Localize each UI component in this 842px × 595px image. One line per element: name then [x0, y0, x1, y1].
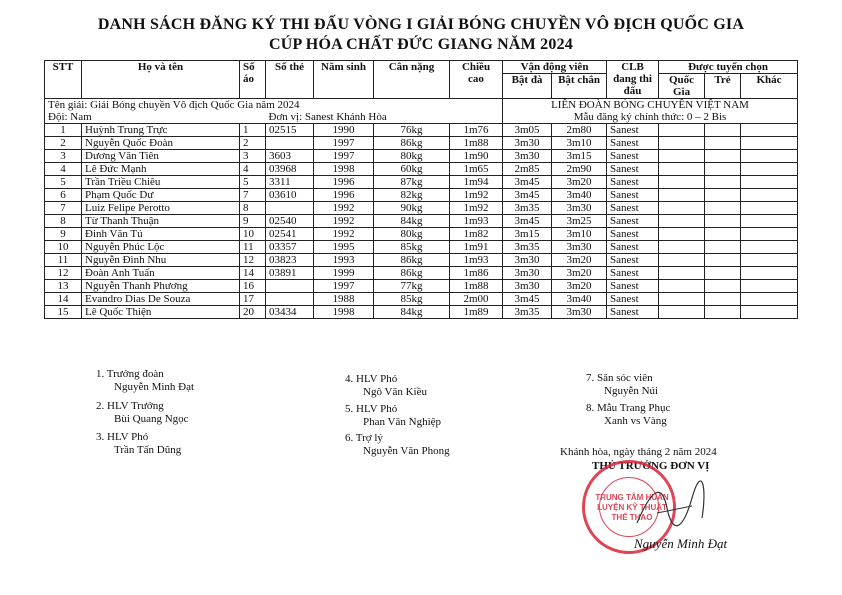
- header-block: Bật chắn: [552, 74, 607, 99]
- cell-name: Phạm Quốc Dư: [82, 189, 240, 202]
- cell-height: 1m91: [450, 241, 503, 254]
- cell-other: [741, 280, 798, 293]
- cell-national: [659, 163, 705, 176]
- cell-national: [659, 189, 705, 202]
- cell-club: Sanest: [607, 150, 659, 163]
- cell-club: Sanest: [607, 163, 659, 176]
- header-youth: Trẻ: [705, 74, 741, 99]
- cell-name: Lê Đức Mạnh: [82, 163, 240, 176]
- cell-height: 1m93: [450, 254, 503, 267]
- cell-club: Sanest: [607, 176, 659, 189]
- cell-youth: [705, 228, 741, 241]
- cell-name: Huỳnh Trung Trực: [82, 124, 240, 137]
- cell-youth: [705, 293, 741, 306]
- cell-name: Nguyễn Thanh Phương: [82, 280, 240, 293]
- cell-spike: 3m45: [503, 189, 552, 202]
- cell-block: 3m40: [552, 189, 607, 202]
- cell-name: Dương Văn Tiên: [82, 150, 240, 163]
- cell-weight: 80kg: [374, 228, 450, 241]
- header-club: CLB đang thi đấu: [607, 61, 659, 99]
- staff-item-5: 5. HLV Phó Phan Văn Nghiệp: [345, 403, 442, 428]
- cell-shirt: 3: [240, 150, 266, 163]
- cell-name: Nguyễn Quốc Đoàn: [82, 137, 240, 150]
- cell-birth: 1992: [314, 202, 374, 215]
- cell-height: 1m92: [450, 189, 503, 202]
- cell-card: 3311: [266, 176, 314, 189]
- cell-club: Sanest: [607, 280, 659, 293]
- cell-national: [659, 267, 705, 280]
- signer-name: Nguyễn Minh Đạt: [634, 536, 728, 551]
- cell-shirt: 8: [240, 202, 266, 215]
- cell-spike: 3m35: [503, 306, 552, 319]
- cell-height: 1m88: [450, 280, 503, 293]
- cell-weight: 86kg: [374, 254, 450, 267]
- cell-weight: 60kg: [374, 163, 450, 176]
- cell-card: 03434: [266, 306, 314, 319]
- cell-card: 03823: [266, 254, 314, 267]
- cell-spike: 3m30: [503, 137, 552, 150]
- table-row: [45, 267, 798, 280]
- cell-national: [659, 137, 705, 150]
- staff-item-8: 8. Mẫu Trang Phục Xanh vs Vàng: [586, 402, 671, 427]
- cell-shirt: 10: [240, 228, 266, 241]
- cell-spike: 3m30: [503, 254, 552, 267]
- cell-national: [659, 293, 705, 306]
- cell-national: [659, 215, 705, 228]
- cell-shirt: 11: [240, 241, 266, 254]
- cell-shirt: 7: [240, 189, 266, 202]
- staff-item-7: 7. Săn sóc viên Nguyễn Núi: [586, 372, 659, 397]
- cell-name: Evandro Dias De Souza: [82, 293, 240, 306]
- table-row: [45, 189, 798, 202]
- cell-spike: 3m35: [503, 241, 552, 254]
- cell-spike: 3m15: [503, 228, 552, 241]
- cell-weight: 90kg: [374, 202, 450, 215]
- cell-spike: 3m45: [503, 176, 552, 189]
- cell-shirt: 9: [240, 215, 266, 228]
- cell-shirt: 12: [240, 254, 266, 267]
- cell-shirt: 16: [240, 280, 266, 293]
- cell-card: 3603: [266, 150, 314, 163]
- table-row: [45, 150, 798, 163]
- cell-stt: 1: [45, 124, 82, 137]
- cell-other: [741, 293, 798, 306]
- cell-national: [659, 306, 705, 319]
- cell-shirt: 17: [240, 293, 266, 306]
- cell-block: 3m20: [552, 176, 607, 189]
- cell-weight: 76kg: [374, 124, 450, 137]
- federation-name: LIÊN ĐOÀN BÓNG CHUYỀN VIỆT NAM: [503, 99, 798, 112]
- cell-birth: 1992: [314, 215, 374, 228]
- cell-birth: 1990: [314, 124, 374, 137]
- cell-stt: 4: [45, 163, 82, 176]
- cell-card: [266, 280, 314, 293]
- cell-club: Sanest: [607, 215, 659, 228]
- cell-weight: 85kg: [374, 293, 450, 306]
- cell-card: 02515: [266, 124, 314, 137]
- header-shirt: Số áo: [240, 61, 266, 99]
- cell-youth: [705, 254, 741, 267]
- cell-spike: 3m35: [503, 202, 552, 215]
- cell-height: 1m65: [450, 163, 503, 176]
- cell-block: 3m25: [552, 215, 607, 228]
- cell-shirt: 20: [240, 306, 266, 319]
- staff-item-2: 2. HLV Trưởng Bùi Quang Ngọc: [96, 400, 189, 425]
- cell-stt: 12: [45, 267, 82, 280]
- table-row: [45, 163, 798, 176]
- cell-height: 1m76: [450, 124, 503, 137]
- cell-stt: 11: [45, 254, 82, 267]
- table-row: [45, 215, 798, 228]
- cell-card: 02540: [266, 215, 314, 228]
- cell-name: Nguyễn Phúc Lộc: [82, 241, 240, 254]
- cell-other: [741, 228, 798, 241]
- cell-national: [659, 228, 705, 241]
- cell-birth: 1992: [314, 228, 374, 241]
- cell-spike: 3m45: [503, 215, 552, 228]
- header-height: Chiều cao: [450, 61, 503, 99]
- cell-block: 2m90: [552, 163, 607, 176]
- cell-birth: 1997: [314, 280, 374, 293]
- cell-stt: 15: [45, 306, 82, 319]
- cell-weight: 84kg: [374, 215, 450, 228]
- cell-card: 03610: [266, 189, 314, 202]
- cell-birth: 1997: [314, 150, 374, 163]
- cell-youth: [705, 163, 741, 176]
- cell-name: Trần Triều Chiêu: [82, 176, 240, 189]
- cell-other: [741, 241, 798, 254]
- cell-name: Nguyễn Đình Nhu: [82, 254, 240, 267]
- table-row: [45, 176, 798, 189]
- cell-other: [741, 306, 798, 319]
- cell-spike: 3m45: [503, 293, 552, 306]
- cell-national: [659, 280, 705, 293]
- cell-shirt: 4: [240, 163, 266, 176]
- cell-stt: 5: [45, 176, 82, 189]
- cell-youth: [705, 267, 741, 280]
- cell-block: 3m30: [552, 241, 607, 254]
- cell-stt: 3: [45, 150, 82, 163]
- cell-stt: 10: [45, 241, 82, 254]
- unit-label: Đơn vị: Sanest Khánh Hòa: [266, 111, 503, 124]
- cell-block: 3m30: [552, 202, 607, 215]
- cell-youth: [705, 137, 741, 150]
- header-other: Khác: [741, 74, 798, 99]
- cell-weight: 82kg: [374, 189, 450, 202]
- cell-other: [741, 176, 798, 189]
- cell-birth: 1999: [314, 267, 374, 280]
- cell-stt: 9: [45, 228, 82, 241]
- cell-block: 3m10: [552, 228, 607, 241]
- staff-item-6: 6. Trợ lý Nguyễn Văn Phong: [345, 432, 450, 457]
- header-weight: Cân nặng: [374, 61, 450, 99]
- cell-block: 3m20: [552, 267, 607, 280]
- table-row: [45, 124, 798, 137]
- cell-club: Sanest: [607, 189, 659, 202]
- header-birth: Năm sinh: [314, 61, 374, 99]
- cell-shirt: 1: [240, 124, 266, 137]
- cell-card: 03357: [266, 241, 314, 254]
- cell-club: Sanest: [607, 241, 659, 254]
- cell-weight: 85kg: [374, 241, 450, 254]
- cell-spike: 3m30: [503, 267, 552, 280]
- table-row: [45, 306, 798, 319]
- cell-name: Đoàn Anh Tuấn: [82, 267, 240, 280]
- cell-block: 3m30: [552, 306, 607, 319]
- cell-stt: 8: [45, 215, 82, 228]
- cell-youth: [705, 189, 741, 202]
- cell-birth: 1995: [314, 241, 374, 254]
- header-stt: STT: [45, 61, 82, 99]
- cell-shirt: 14: [240, 267, 266, 280]
- cell-other: [741, 150, 798, 163]
- cell-national: [659, 150, 705, 163]
- cell-youth: [705, 150, 741, 163]
- cell-club: Sanest: [607, 293, 659, 306]
- header-spike: Bật đà: [503, 74, 552, 99]
- cell-card: 03968: [266, 163, 314, 176]
- handwritten-signature: [632, 478, 712, 538]
- cell-other: [741, 202, 798, 215]
- cell-birth: 1996: [314, 176, 374, 189]
- cell-other: [741, 137, 798, 150]
- header-selected: Được tuyển chọn: [659, 61, 798, 74]
- cell-birth: 1988: [314, 293, 374, 306]
- cell-block: 3m10: [552, 137, 607, 150]
- cell-stt: 6: [45, 189, 82, 202]
- header-national: Quốc Gia: [659, 74, 705, 99]
- table-row: [45, 280, 798, 293]
- cell-spike: 3m30: [503, 280, 552, 293]
- cell-youth: [705, 280, 741, 293]
- cell-name: Lê Quốc Thiện: [82, 306, 240, 319]
- tournament-name: Tên giải: Giải Bóng chuyền Vô địch Quốc Gia năm 2024: [45, 99, 503, 112]
- cell-card: [266, 137, 314, 150]
- cell-spike: 3m05: [503, 124, 552, 137]
- header-name: Họ và tên: [82, 61, 240, 99]
- cell-weight: 84kg: [374, 306, 450, 319]
- cell-shirt: 5: [240, 176, 266, 189]
- form-label: Mẫu đăng ký chính thức: 0 – 2 Bis: [503, 111, 798, 124]
- staff-item-3: 3. HLV Phó Trần Tấn Dũng: [96, 431, 182, 456]
- table-row: [45, 137, 798, 150]
- header-athlete: Vận động viên: [503, 61, 607, 74]
- header-card: Số thẻ: [266, 61, 314, 99]
- stamp-text: TRUNG TÂM HUẤN LUYỆN KỸ THUẬT THỂ THAO: [595, 493, 669, 522]
- cell-height: 1m82: [450, 228, 503, 241]
- team-label: Đội: Nam: [45, 111, 266, 124]
- cell-youth: [705, 215, 741, 228]
- table-row: [45, 202, 798, 215]
- cell-other: [741, 254, 798, 267]
- cell-height: 1m92: [450, 202, 503, 215]
- cell-national: [659, 176, 705, 189]
- cell-birth: 1996: [314, 189, 374, 202]
- cell-card: 03891: [266, 267, 314, 280]
- cell-spike: 2m85: [503, 163, 552, 176]
- cell-shirt: 2: [240, 137, 266, 150]
- cell-national: [659, 254, 705, 267]
- cell-block: 3m15: [552, 150, 607, 163]
- cell-youth: [705, 124, 741, 137]
- cell-other: [741, 189, 798, 202]
- cell-birth: 1997: [314, 137, 374, 150]
- cell-club: Sanest: [607, 137, 659, 150]
- cell-birth: 1998: [314, 306, 374, 319]
- table-row: [45, 241, 798, 254]
- cell-stt: 14: [45, 293, 82, 306]
- cell-other: [741, 267, 798, 280]
- cell-card: [266, 202, 314, 215]
- cell-weight: 77kg: [374, 280, 450, 293]
- table-row: [45, 254, 798, 267]
- cell-national: [659, 124, 705, 137]
- cell-youth: [705, 306, 741, 319]
- cell-other: [741, 163, 798, 176]
- cell-name: Luiz Felipe Perotto: [82, 202, 240, 215]
- cell-other: [741, 215, 798, 228]
- cell-weight: 86kg: [374, 267, 450, 280]
- cell-card: 02541: [266, 228, 314, 241]
- cell-youth: [705, 202, 741, 215]
- date-line: Khánh hòa, ngày tháng 2 năm 2024: [560, 446, 717, 458]
- cell-youth: [705, 176, 741, 189]
- cell-height: 1m93: [450, 215, 503, 228]
- cell-height: 1m94: [450, 176, 503, 189]
- cell-height: 1m88: [450, 137, 503, 150]
- cell-national: [659, 202, 705, 215]
- cell-height: 1m86: [450, 267, 503, 280]
- cell-club: Sanest: [607, 267, 659, 280]
- cell-spike: 3m30: [503, 150, 552, 163]
- cell-block: 3m20: [552, 280, 607, 293]
- cell-card: [266, 293, 314, 306]
- staff-item-4: 4. HLV Phó Ngô Văn Kiều: [345, 373, 427, 398]
- cell-birth: 1993: [314, 254, 374, 267]
- cell-stt: 13: [45, 280, 82, 293]
- document-title-line1: DANH SÁCH ĐĂNG KÝ THI ĐẤU VÒNG I GIẢI BÓNG CHUYỀN VÔ ĐỊCH QUỐC GIA: [97, 16, 745, 33]
- cell-other: [741, 124, 798, 137]
- cell-weight: 86kg: [374, 137, 450, 150]
- cell-name: Từ Thanh Thuận: [82, 215, 240, 228]
- cell-weight: 80kg: [374, 150, 450, 163]
- document-title-line2: CÚP HÓA CHẤT ĐỨC GIANG NĂM 2024: [269, 36, 573, 53]
- signer-title: THỦ TRƯỞNG ĐƠN VỊ: [592, 460, 710, 472]
- registration-table: [44, 60, 798, 319]
- cell-height: 1m89: [450, 306, 503, 319]
- cell-block: 3m20: [552, 254, 607, 267]
- cell-weight: 87kg: [374, 176, 450, 189]
- cell-height: 2m00: [450, 293, 503, 306]
- cell-national: [659, 241, 705, 254]
- cell-name: Đinh Văn Tú: [82, 228, 240, 241]
- cell-club: Sanest: [607, 124, 659, 137]
- staff-item-1: 1. Trưởng đoàn Nguyễn Minh Đạt: [96, 368, 195, 393]
- cell-block: 2m80: [552, 124, 607, 137]
- cell-club: Sanest: [607, 306, 659, 319]
- cell-stt: 7: [45, 202, 82, 215]
- cell-youth: [705, 241, 741, 254]
- cell-birth: 1998: [314, 163, 374, 176]
- cell-club: Sanest: [607, 202, 659, 215]
- cell-height: 1m90: [450, 150, 503, 163]
- cell-stt: 2: [45, 137, 82, 150]
- cell-club: Sanest: [607, 228, 659, 241]
- cell-club: Sanest: [607, 254, 659, 267]
- table-row: [45, 293, 798, 306]
- table-row: [45, 228, 798, 241]
- cell-block: 3m40: [552, 293, 607, 306]
